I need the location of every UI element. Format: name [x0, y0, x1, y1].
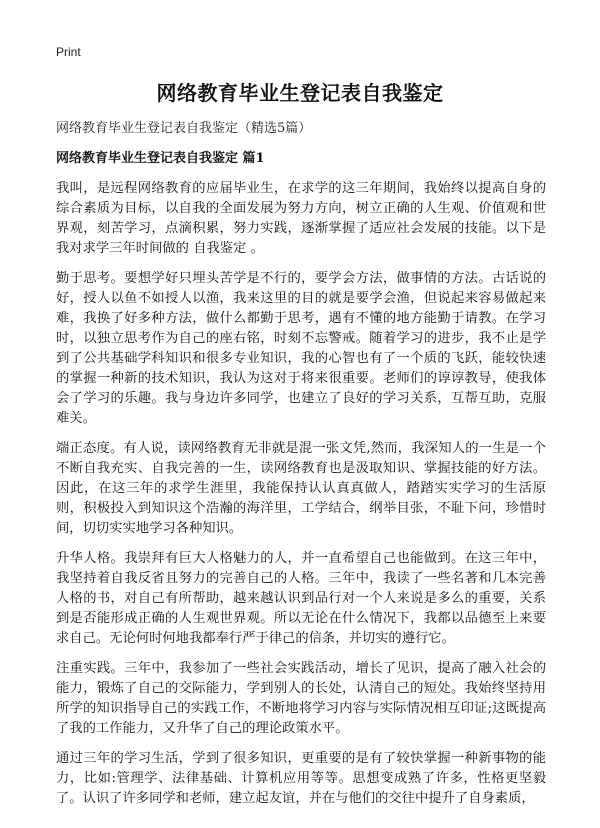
- paragraph-practice: 注重实践。三年中，我参加了一些社会实践活动，增长了见识，提高了融入社会的能力，锻炼了自己的交际能力，学到别人的长处，认清自己的短处。我始终坚持用所学的知识指导自己的实践工作，不断地将学习内容与实际情况相互印证;这既提高了我的工作能力，又升华了自己的理论政策水平。: [56, 661, 546, 736]
- print-link[interactable]: Print: [56, 45, 81, 59]
- page-title: 网络教育毕业生登记表自我鉴定: [156, 81, 444, 105]
- paragraph-summary: 通过三年的学习生活，学到了很多知识，更重要的是有了较快掌握一种新事物的能力，比如:管理学、法律基础、计算机应用等等。思想变成熟了许多，性格更坚毅了。认识了许多同学和老师，建立起友谊，并在与他们的交往中提升了自身素质，: [56, 751, 546, 806]
- section-heading: 网络教育毕业生登记表自我鉴定 篇1: [56, 151, 265, 166]
- paragraph-attitude: 端正态度。有人说，读网络教育无非就是混一张文凭,然而，我深知人的一生是一个不断自我充实、自我完善的一生，读网络教育也是汲取知识、掌握技能的好方法。因此，在这三年的求学生涯里，我能保持认认真真做人，踏踏实实学习的生活原则，积极投入到知识这个浩瀚的海洋里，工学结合，纲举目张，不耻下问，珍惜时间，切切实实地学习各种知识。: [56, 441, 546, 536]
- document-body: [56, 179, 546, 819]
- paragraph-character: 升华人格。我崇拜有巨大人格魅力的人，并一直希望自己也能做到。在这三年中，我坚持着自我反省且努力的完善自己的人格。三年中，我读了一些名著和几本完善人格的书，对自己有所帮助，越来越认识到品行对一个人来说是多么的重要，关系到是否能形成正确的人生观世界观。所以无论在什么情况下，我都以品德至上来要求自己。无论何时何地我都奉行严于律己的信条，并切实的遵行它。: [56, 551, 546, 646]
- paragraph-intro: 我叫，是远程网络教育的应届毕业生，在求学的这三年期间，我始终以提高自身的综合素质为目标，以自我的全面发展为努力方向，树立正确的人生观、价值观和世界观，刻苦学习，点滴积累，努力实践，逐渐掌握了适应社会发展的技能。以下是我对求学三年时间做的 自我鉴定 。: [56, 181, 546, 256]
- document-subtitle: 网络教育毕业生登记表自我鉴定（精选5篇）: [56, 121, 312, 136]
- paragraph-thinking: 勤于思考。要想学好只埋头苦学是不行的，要学会方法，做事情的方法。古话说的好，授人以鱼不如授人以渔，我来这里的目的就是要学会渔，但说起来容易做起来难，我换了好多种方法，做什么都勤于思考，遇有不懂的地方能勤于请教。在学习时，以独立思考作为自己的座右铭，时刻不忘警戒。随着学习的进步，我不止是学到了公共基础学科知识和很多专业知识，我的心智也有了一个质的飞跃，能较快速的掌握一种新的技术知识，我认为这对于将来很重要。老师们的谆谆教导，使我体会了学习的乐趣。我与身边许多同学，也建立了良好的学习关系，互帮互助，克服难关。: [56, 271, 546, 426]
